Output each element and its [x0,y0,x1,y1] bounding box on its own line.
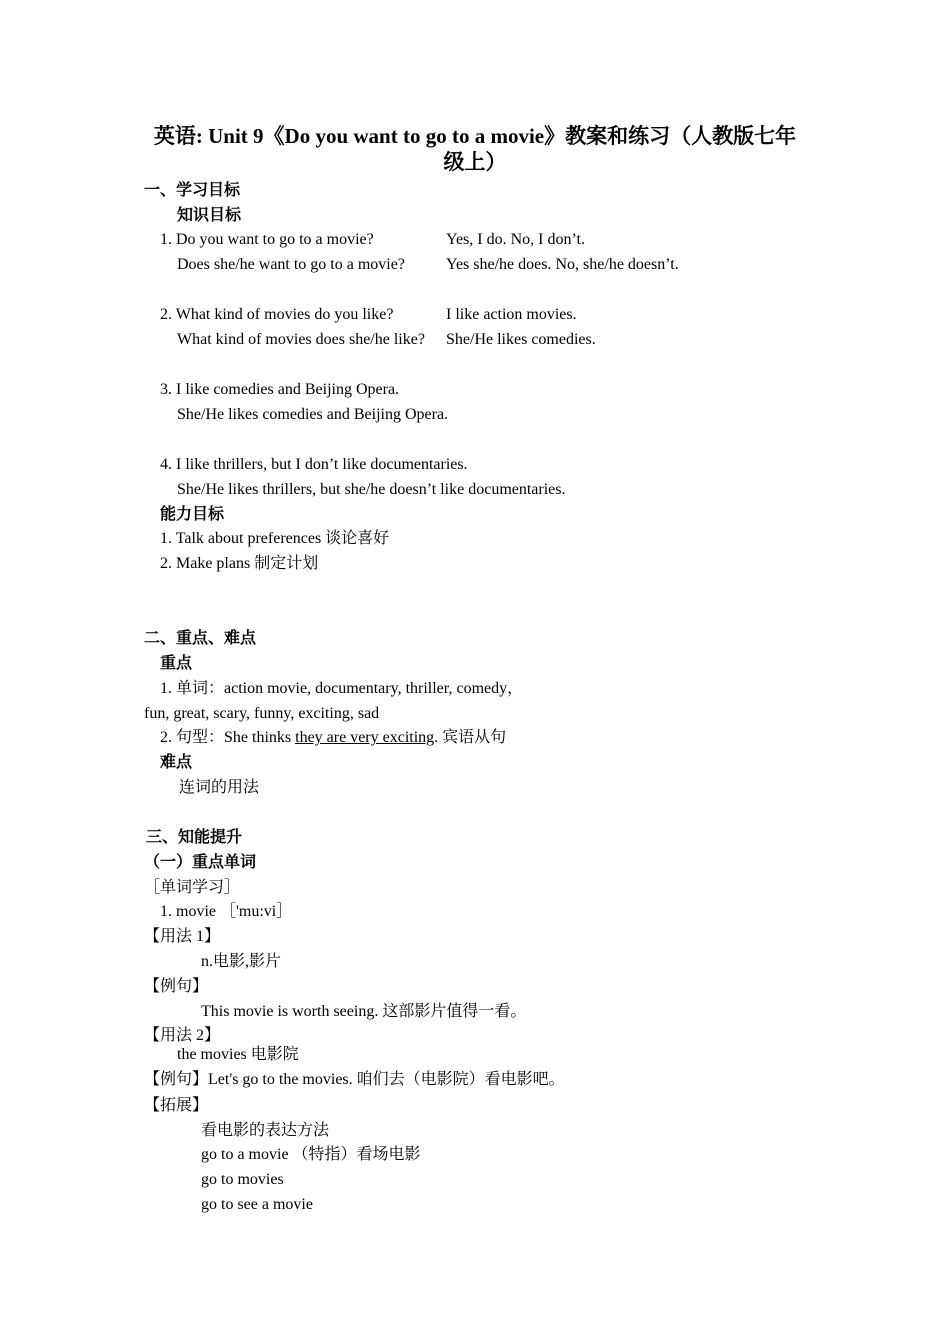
objective-4: 4. I like thrillers, but I don’t like documentaries. [160,456,468,473]
key-vocabulary-continued: fun, great, scary, funny, exciting, sad [144,705,380,722]
subheading-key: 重点 [160,655,193,672]
key-sentence-pattern [160,728,506,748]
section-heading-skills: 三、知能提升 [146,829,243,846]
extension-item-2: go to a movie （特指）看场电影 [201,1146,421,1163]
section-heading-key-points: 二、重点、难点 [144,630,257,647]
objective-2b-answer: She/He likes comedies. [446,331,596,348]
objective-1-answer: Yes, I do. No, I don’t. [446,231,585,248]
objective-1-question: 1. Do you want to go to a movie? [160,231,374,248]
objective-1b-answer: Yes she/he does. No, she/he doesn’t. [446,256,679,273]
key-sentence-prefix: 2. 句型：She thinks [160,729,296,746]
ability-item-2: 2. Make plans 制定计划 [160,555,319,572]
subheading-key-words: （一）重点单词 [144,854,257,871]
usage-1-label: 【用法 1】 [144,928,221,945]
extension-item-4: go to see a movie [201,1196,313,1213]
extension-item-1: 看电影的表达方法 [201,1122,330,1139]
document-title-continued: 级上） [443,150,507,174]
objective-2-answer: I like action movies. [446,306,577,323]
usage-2-label: 【用法 2】 [144,1027,221,1044]
key-vocabulary: 1. 单词：action movie, documentary, thriller, comedy， [160,680,524,697]
usage-1-text: n.电影,影片 [201,953,282,970]
extension-item-3: go to movies [201,1171,284,1188]
subheading-knowledge-objectives: 知识目标 [177,207,242,224]
difficult-point-text: 连词的用法 [179,779,260,796]
objective-2-question: 2. What kind of movies do you like? [160,306,394,323]
extension-label: 【拓展】 [144,1097,209,1114]
ability-item-1: 1. Talk about preferences 谈论喜好 [160,530,390,547]
subheading-difficult: 难点 [160,754,193,771]
section-heading-objectives: 一、学习目标 [144,182,241,199]
example-1-label: 【例句】 [144,978,209,995]
key-sentence-suffix: . 宾语从句 [434,729,507,746]
word-entry-movie: 1. movie ［'mu:vi］ [160,903,293,920]
objective-3b: She/He likes comedies and Beijing Opera. [177,406,449,423]
objective-4b: She/He likes thrillers, but she/he doesn’t like documentaries. [177,481,566,498]
objective-2b-question: What kind of movies does she/he like? [177,331,425,348]
objective-1b-question: Does she/he want to go to a movie? [177,256,405,273]
subheading-ability-objectives: 能力目标 [160,506,225,523]
word-study-label: ［单词学习］ [144,879,241,896]
example-2-line: 【例句】Let's go to the movies. 咱们去（电影院）看电影吧。 [144,1071,565,1088]
document-title: 英语: Unit 9《Do you want to go to a movie》教案和练习（人教版七年 [153,124,797,148]
key-sentence-underlined: they are very exciting [295,729,435,746]
example-1-text: This movie is worth seeing. 这部影片值得一看。 [201,1003,527,1020]
objective-3: 3. I like comedies and Beijing Opera. [160,381,400,398]
usage-2-text: the movies 电影院 [177,1046,299,1063]
